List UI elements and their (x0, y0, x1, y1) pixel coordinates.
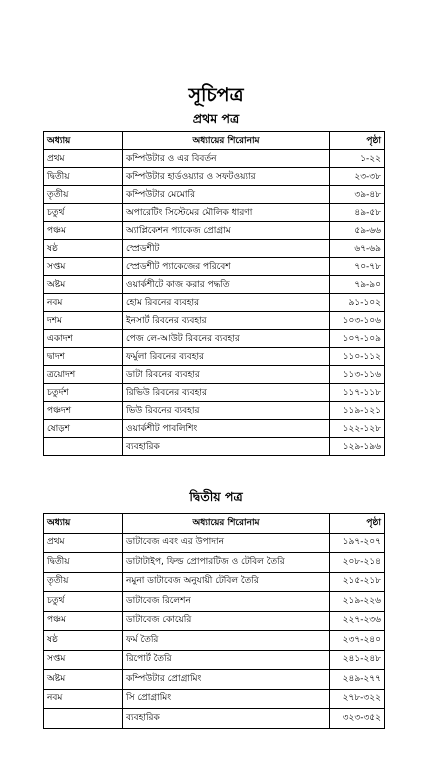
page-cell: ২১৯-২২৬ (330, 592, 385, 612)
chapter-cell: পঞ্চম (44, 222, 123, 240)
page-cell: ১১০-১১২ (330, 348, 385, 366)
title-cell: ভিউ রিবনের ব্যবহার (123, 402, 330, 420)
table-row (44, 420, 385, 438)
header-title: অধ্যায়ের শিরোনাম (123, 514, 330, 534)
table-row (44, 384, 385, 402)
header-chapter: অধ্যায় (44, 514, 123, 534)
chapter-cell: ষষ্ঠ (44, 240, 123, 258)
chapter-cell: দ্বিতীয় (44, 168, 123, 186)
title-cell: রিভিউ রিবনের ব্যবহার (123, 384, 330, 402)
chapter-cell (44, 709, 123, 729)
title-cell: কম্পিউটার হার্ডওয়্যার ও সফটওয়্যার (123, 168, 330, 186)
page-cell: ৭০-৭৮ (330, 258, 385, 276)
table-row (44, 611, 385, 631)
chapter-cell: নবম (44, 689, 123, 709)
header-page: পৃষ্ঠা (330, 514, 385, 534)
title-cell: ডাটাবেজ রিলেশন (123, 592, 330, 612)
title-cell: স্প্রেডশীট (123, 240, 330, 258)
chapter-cell: চতুর্দশ (44, 384, 123, 402)
table-row (44, 276, 385, 294)
page-cell: ২৪৯-২৭৭ (330, 670, 385, 690)
title-cell: ব্যবহারিক (123, 438, 330, 456)
paper-2-heading: দ্বিতীয় পত্র (189, 489, 243, 504)
table-row (44, 366, 385, 384)
title-cell: হোম রিবনের ব্যবহার (123, 294, 330, 312)
chapter-cell: অষ্টম (44, 670, 123, 690)
page-cell: ১-২২ (330, 150, 385, 168)
chapter-cell: সপ্তম (44, 258, 123, 276)
title-cell: ফর্মুলা রিবনের ব্যবহার (123, 348, 330, 366)
table-row (44, 150, 385, 168)
page-cell: ২০৮-২১৪ (330, 553, 385, 573)
title-cell: ফর্ম তৈরি (123, 631, 330, 651)
table-row (44, 402, 385, 420)
table-row (44, 258, 385, 276)
page-cell: ৯১-১০২ (330, 294, 385, 312)
chapter-cell: তৃতীয় (44, 186, 123, 204)
chapter-cell: ত্রয়োদশ (44, 366, 123, 384)
table-row (44, 222, 385, 240)
title-cell: অ্যাপ্লিকেশন প্যাকেজ প্রোগ্রাম (123, 222, 330, 240)
title-cell: ডাটা রিবনের ব্যবহার (123, 366, 330, 384)
page-cell: ১০৭-১০৯ (330, 330, 385, 348)
title-cell: ওয়ার্কশীটে কাজ করার পদ্ধতি (123, 276, 330, 294)
page-cell: ২২৭-২৩৬ (330, 611, 385, 631)
chapter-cell: একাদশ (44, 330, 123, 348)
table-row (44, 330, 385, 348)
chapter-cell: সপ্তম (44, 650, 123, 670)
title-cell: নমুনা ডাটাবেজ অনুযায়ী টেবিল তৈরি (123, 572, 330, 592)
table-row (44, 312, 385, 330)
page-cell: ২১৫-২১৮ (330, 572, 385, 592)
chapter-cell: প্রথম (44, 533, 123, 553)
page-cell: ১৯৭-২০৭ (330, 533, 385, 553)
chapter-cell: তৃতীয় (44, 572, 123, 592)
title-cell: রিপোর্ট তৈরি (123, 650, 330, 670)
table-row (44, 348, 385, 366)
title-cell: পেজ লে-আউট রিবনের ব্যবহার (123, 330, 330, 348)
table-row (44, 631, 385, 651)
paper-1-table (43, 131, 385, 456)
table-header-row (44, 514, 385, 534)
chapter-cell: দ্বাদশ (44, 348, 123, 366)
table-row (44, 650, 385, 670)
title-cell: সি প্রোগ্রামিং (123, 689, 330, 709)
page-cell: ৩২৩-৩৫২ (330, 709, 385, 729)
table-row (44, 168, 385, 186)
title-cell: স্প্রেডশীট প্যাকেজের পরিবেশ (123, 258, 330, 276)
page-cell: ৭৯-৯০ (330, 276, 385, 294)
chapter-cell: ষষ্ঠ (44, 631, 123, 651)
chapter-cell: দ্বিতীয় (44, 553, 123, 573)
page-cell: ১১৭-১১৮ (330, 384, 385, 402)
chapter-cell (44, 438, 123, 456)
chapter-cell: চতুর্থ (44, 204, 123, 222)
page-cell: ৩৯-৪৮ (330, 186, 385, 204)
table-header-row (44, 132, 385, 150)
table-row (44, 572, 385, 592)
page-cell: ২৭৮-৩২২ (330, 689, 385, 709)
table-row (44, 438, 385, 456)
page-cell: ১২৯-১৯৬ (330, 438, 385, 456)
title-cell: কম্পিউটার প্রোগ্রামিং (123, 670, 330, 690)
paper-1-heading: প্রথম পত্র (192, 111, 240, 126)
chapter-cell: চতুর্থ (44, 592, 123, 612)
chapter-cell: অষ্টম (44, 276, 123, 294)
table-row (44, 240, 385, 258)
table-row (44, 204, 385, 222)
page-cell: ১২২-১২৮ (330, 420, 385, 438)
chapter-cell: দশম (44, 312, 123, 330)
page-cell: ১১৩-১১৬ (330, 366, 385, 384)
page-cell: ২৪১-২৪৮ (330, 650, 385, 670)
title-cell: ওয়ার্কশীট পাবলিশিং (123, 420, 330, 438)
table-row (44, 186, 385, 204)
title-cell: অপারেটিং সিস্টেমের মৌলিক ধারণা (123, 204, 330, 222)
title-cell: কম্পিউটার মেমোরি (123, 186, 330, 204)
header-chapter: অধ্যায় (44, 132, 123, 150)
table-row (44, 689, 385, 709)
table-row (44, 709, 385, 729)
table-row (44, 533, 385, 553)
page-cell: ২৩-৩৮ (330, 168, 385, 186)
title-cell: ব্যবহারিক (123, 709, 330, 729)
page-cell: ১০৩-১০৬ (330, 312, 385, 330)
chapter-cell: ষোড়শ (44, 420, 123, 438)
table-row (44, 294, 385, 312)
header-title: অধ্যায়ের শিরোনাম (123, 132, 330, 150)
table-row (44, 592, 385, 612)
page-cell: ১১৯-১২১ (330, 402, 385, 420)
title-cell: ইনসার্ট রিবনের ব্যবহার (123, 312, 330, 330)
page-cell: ৫৯-৬৬ (330, 222, 385, 240)
table-row (44, 670, 385, 690)
title-cell: ডাটাটাইপ, ফিল্ড প্রোপারটিজ ও টেবিল তৈরি (123, 553, 330, 573)
page-cell: ৬৭-৬৯ (330, 240, 385, 258)
header-page: পৃষ্ঠা (330, 132, 385, 150)
page-cell: ২৩৭-২৪০ (330, 631, 385, 651)
title-cell: কম্পিউটার ও এর বিবর্তন (123, 150, 330, 168)
page-title: সূচিপত্র (188, 84, 244, 106)
title-cell: ডাটাবেজ কোয়েরি (123, 611, 330, 631)
chapter-cell: পঞ্চদশ (44, 402, 123, 420)
page-cell: ৪৯-৫৮ (330, 204, 385, 222)
table-row (44, 553, 385, 573)
chapter-cell: প্রথম (44, 150, 123, 168)
title-cell: ডাটাবেজ এবং এর উপাদান (123, 533, 330, 553)
paper-2-table (43, 513, 385, 729)
chapter-cell: পঞ্চম (44, 611, 123, 631)
chapter-cell: নবম (44, 294, 123, 312)
